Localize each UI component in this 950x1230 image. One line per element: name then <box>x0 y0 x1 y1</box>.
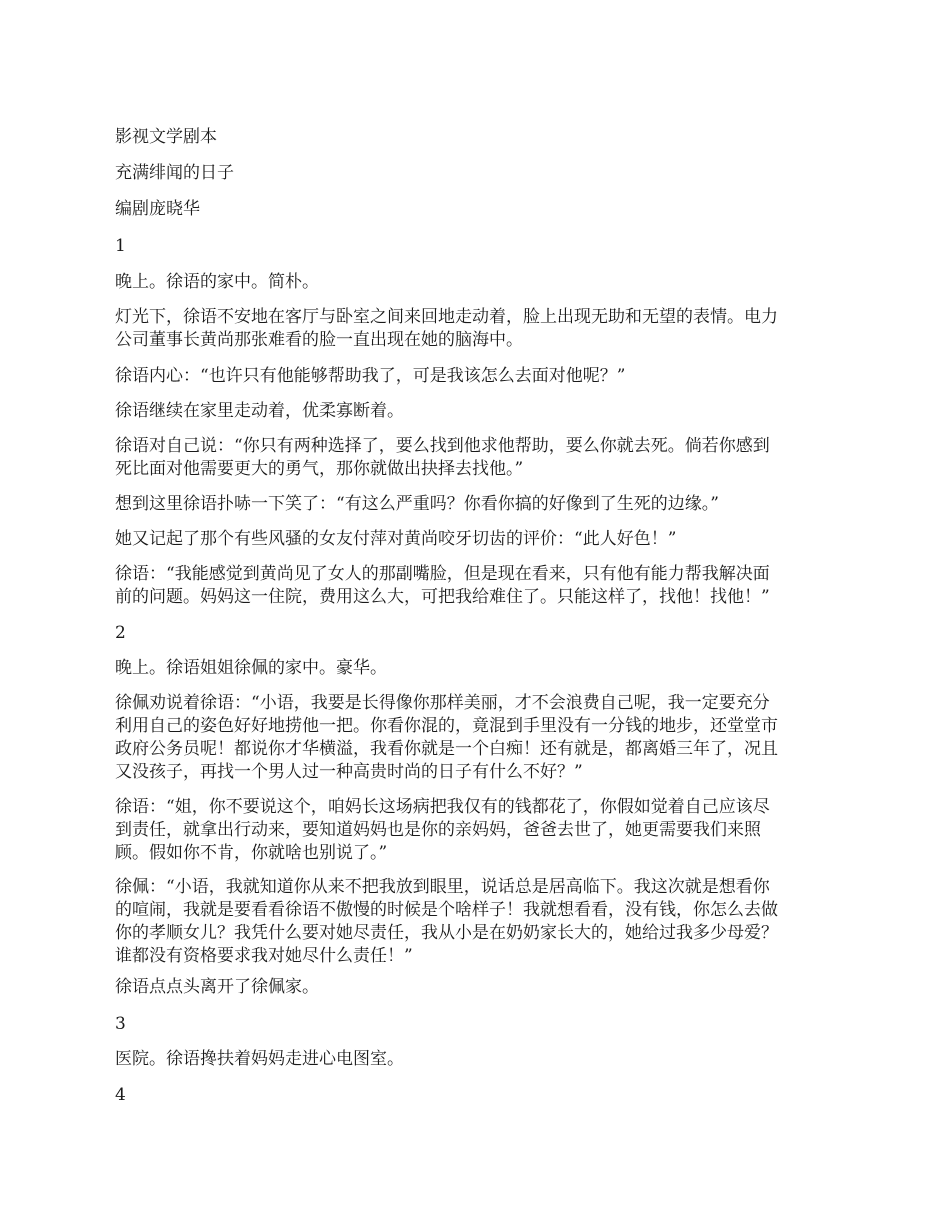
dialogue-paragraph: 想到这里徐语扑哧一下笑了：“有这么严重吗？你看你搞的好像到了生死的边缘。” <box>115 494 719 514</box>
scene-heading: 医院。徐语搀扶着妈妈走进心电图室。 <box>115 1049 404 1069</box>
scene-number: 4 <box>115 1085 126 1105</box>
scene-number: 1 <box>115 236 126 256</box>
script-title: 充满绯闻的日子 <box>115 163 234 183</box>
dialogue-paragraph: 徐佩劝说着徐语：“小语，我要是长得像你那样美丽，才不会浪费自己呢，我一定要充分 利用自己的姿色好好地捞他一把。你看你混的，竟混到手里没有一分钱的地步，还堂堂市 政府公务员呢！都说你才华横溢，我看你就是一个白痴！还有就是，都离婚三年了，况且 又没孩子，再找一个男人过一种高贵时尚的日子有什么不好？” <box>115 693 778 782</box>
screenwriter-credit: 编剧庞晓华 <box>115 199 200 219</box>
scene-number: 3 <box>115 1014 126 1034</box>
dialogue-paragraph: 徐语：“我能感觉到黄尚见了女人的那副嘴脸，但是现在看来，只有他有能力帮我解决面 前的问题。妈妈这一住院，费用这么大，可把我给难住了。只能这样了，找他！找他！” <box>115 564 770 607</box>
dialogue-paragraph: 徐语：“姐，你不要说这个，咱妈长这场病把我仅有的钱都花了，你假如觉着自己应该尽 到责任，就拿出行动来，要知道妈妈也是你的亲妈妈，爸爸去世了，她更需要我们来照 顾。假如你不肯，你就啥也别说了。” <box>115 797 770 863</box>
dialogue-paragraph: 徐佩：“小语，我就知道你从来不把我放到眼里，说话总是居高临下。我这次就是想看你 的喧闹，我就是要看看徐语不傲慢的时候是个啥样子！我就想看看，没有钱，你怎么去做 你的孝顺女儿？我凭什么要对她尽责任，我从小是在奶奶家长大的，她给过我多少母爱？ 谁都没有资格要求我对她尽什么责任！” <box>115 877 778 966</box>
dialogue-paragraph: 她又记起了那个有些风骚的女友付萍对黄尚咬牙切齿的评价：“此人好色！” <box>115 529 677 549</box>
action-paragraph: 徐语继续在家里走动着，优柔寡断着。 <box>115 401 404 421</box>
action-paragraph: 灯光下，徐语不安地在客厅与卧室之间来回地走动着，脸上出现无助和无望的表情。电力 公司董事长黄尚那张难看的脸一直出现在她的脑海中。 <box>115 307 778 350</box>
dialogue-paragraph: 徐语内心：“也许只有他能够帮助我了，可是我该怎么去面对他呢？” <box>115 366 626 386</box>
dialogue-paragraph: 徐语对自己说：“你只有两种选择了，要么找到他求他帮助，要么你就去死。倘若你感到 死比面对他需要更大的勇气，那你就做出抉择去找他。” <box>115 436 770 479</box>
scene-heading: 晚上。徐语的家中。简朴。 <box>115 272 319 292</box>
doc-type-heading: 影视文学剧本 <box>115 127 217 147</box>
action-paragraph: 徐语点点头离开了徐佩家。 <box>115 977 319 997</box>
scene-heading: 晚上。徐语姐姐徐佩的家中。豪华。 <box>115 658 387 678</box>
scene-number: 2 <box>115 623 126 643</box>
